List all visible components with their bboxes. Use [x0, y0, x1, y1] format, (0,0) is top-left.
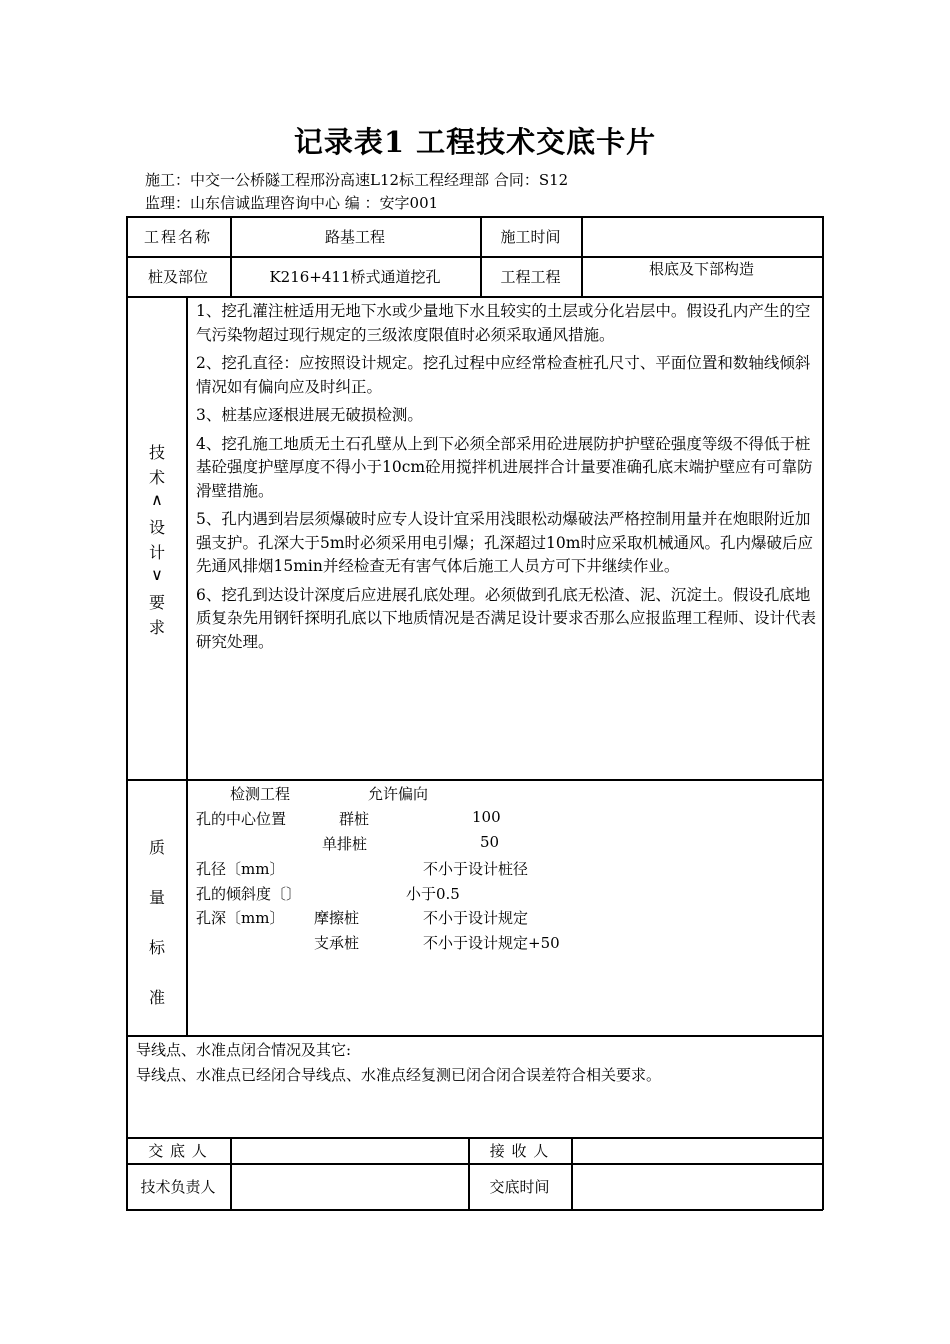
handover-person-label: 交 底 人 [148, 1141, 208, 1160]
supervisor-line: 监理：山东信诚监理咨询中心 编 ：安字001 [145, 194, 439, 212]
quality-header-deviation: 允许偏向 [368, 785, 429, 803]
construction-time-label: 施工时间 [500, 227, 561, 246]
single-pile-value: 50 [480, 833, 500, 851]
group-pile-label: 群桩 [339, 810, 370, 828]
friction-pile-value: 不小于设计规定 [423, 909, 529, 927]
requirement-paragraph: 2、挖孔直径：应按照设计规定。挖孔过程中应经常检查桩孔尺寸、平面位置和数轴线倾斜情况如有偏向应及时纠正。 [196, 354, 811, 396]
diameter-value: 不小于设计桩径 [423, 860, 529, 878]
slope-value: 小于0.5 [406, 885, 460, 903]
receiver-label: 接 收 人 [489, 1141, 550, 1160]
requirement-paragraph: 1、挖孔灌注桩适用无地下水或少量地下水且较实的土层或分化岩层中。假设孔内产生的空气污染物超过现行规定的三级浓度限值时必须采取通风措施。 [196, 302, 811, 344]
requirement-paragraph: 6、挖孔到达设计深度后应进展孔底处理。必须做到孔底无松渣、泥、沉淀土。假设孔底地质复杂先用钢钎探明孔底以下地质情况是否满足设计要求否那么应报监理工程师、设计代表研究处理。 [196, 585, 817, 651]
requirement-paragraph: 4、挖孔施工地质无土石孔壁从上到下必须全部采用砼进展防护护壁砼强度等级不得低于桩基砼强度护壁厚度不得小于10cm砼用搅拌机进展拌合计量要准确孔底末端护壁应有可靠防滑壁措施。 [196, 434, 813, 500]
depth-label: 孔深〔mm〕 [196, 909, 285, 927]
single-pile-label: 单排桩 [322, 835, 368, 853]
friction-pile-label: 摩擦桩 [314, 909, 360, 927]
slope-label: 孔的倾斜度〔〕 [196, 885, 302, 903]
center-position-label: 孔的中心位置 [196, 810, 287, 828]
bearing-pile-value: 不小于设计规定+50 [423, 934, 560, 952]
handover-time-label: 交底时间 [489, 1177, 550, 1196]
diameter-label: 孔径〔mm〕 [196, 860, 285, 878]
requirement-paragraph: 5、孔内遇到岩层须爆破时应专人设计宜采用浅眼松动爆破法严格控制用量并在炮眼附近加强支护。孔深大于5m时必须采用电引爆；孔深超过10m时应采取机械通风。孔内爆破后应先通风排烟15min并经检查无有害气体后施工人员方可下井继续作业。 [196, 510, 813, 575]
work-item-label: 工程工程 [500, 267, 561, 286]
construction-time-value [581, 216, 822, 256]
contractor-line: 施工：中交一公桥隧工程邢汾高速L12标工程经理部 合同：S12 [145, 171, 569, 189]
group-pile-value: 100 [472, 808, 501, 826]
tech-requirements-text [196, 300, 816, 654]
project-name-value: 路基工程 [324, 227, 385, 246]
location-label: 桩及部位 [147, 267, 208, 286]
project-name-label: 工程名称 [143, 227, 212, 246]
page-title: 记录表1 工程技术交底卡片 [293, 125, 657, 159]
requirement-paragraph: 3、桩基应逐根进展无破损检测。 [196, 406, 423, 424]
location-value: K216+411桥式通道挖孔 [269, 267, 441, 286]
bearing-pile-label: 支承桩 [314, 934, 360, 952]
tech-lead-label: 技术负责人 [140, 1177, 216, 1196]
quality-header-item: 检测工程 [230, 785, 291, 803]
work-item-value: 根底及下部构造 [648, 259, 754, 278]
notes-heading: 导线点、水准点闭合情况及其它: [136, 1041, 352, 1059]
notes-text: 导线点、水准点已经闭合导线点、水准点经复测已闭合闭合误差符合相关要求。 [136, 1066, 662, 1084]
